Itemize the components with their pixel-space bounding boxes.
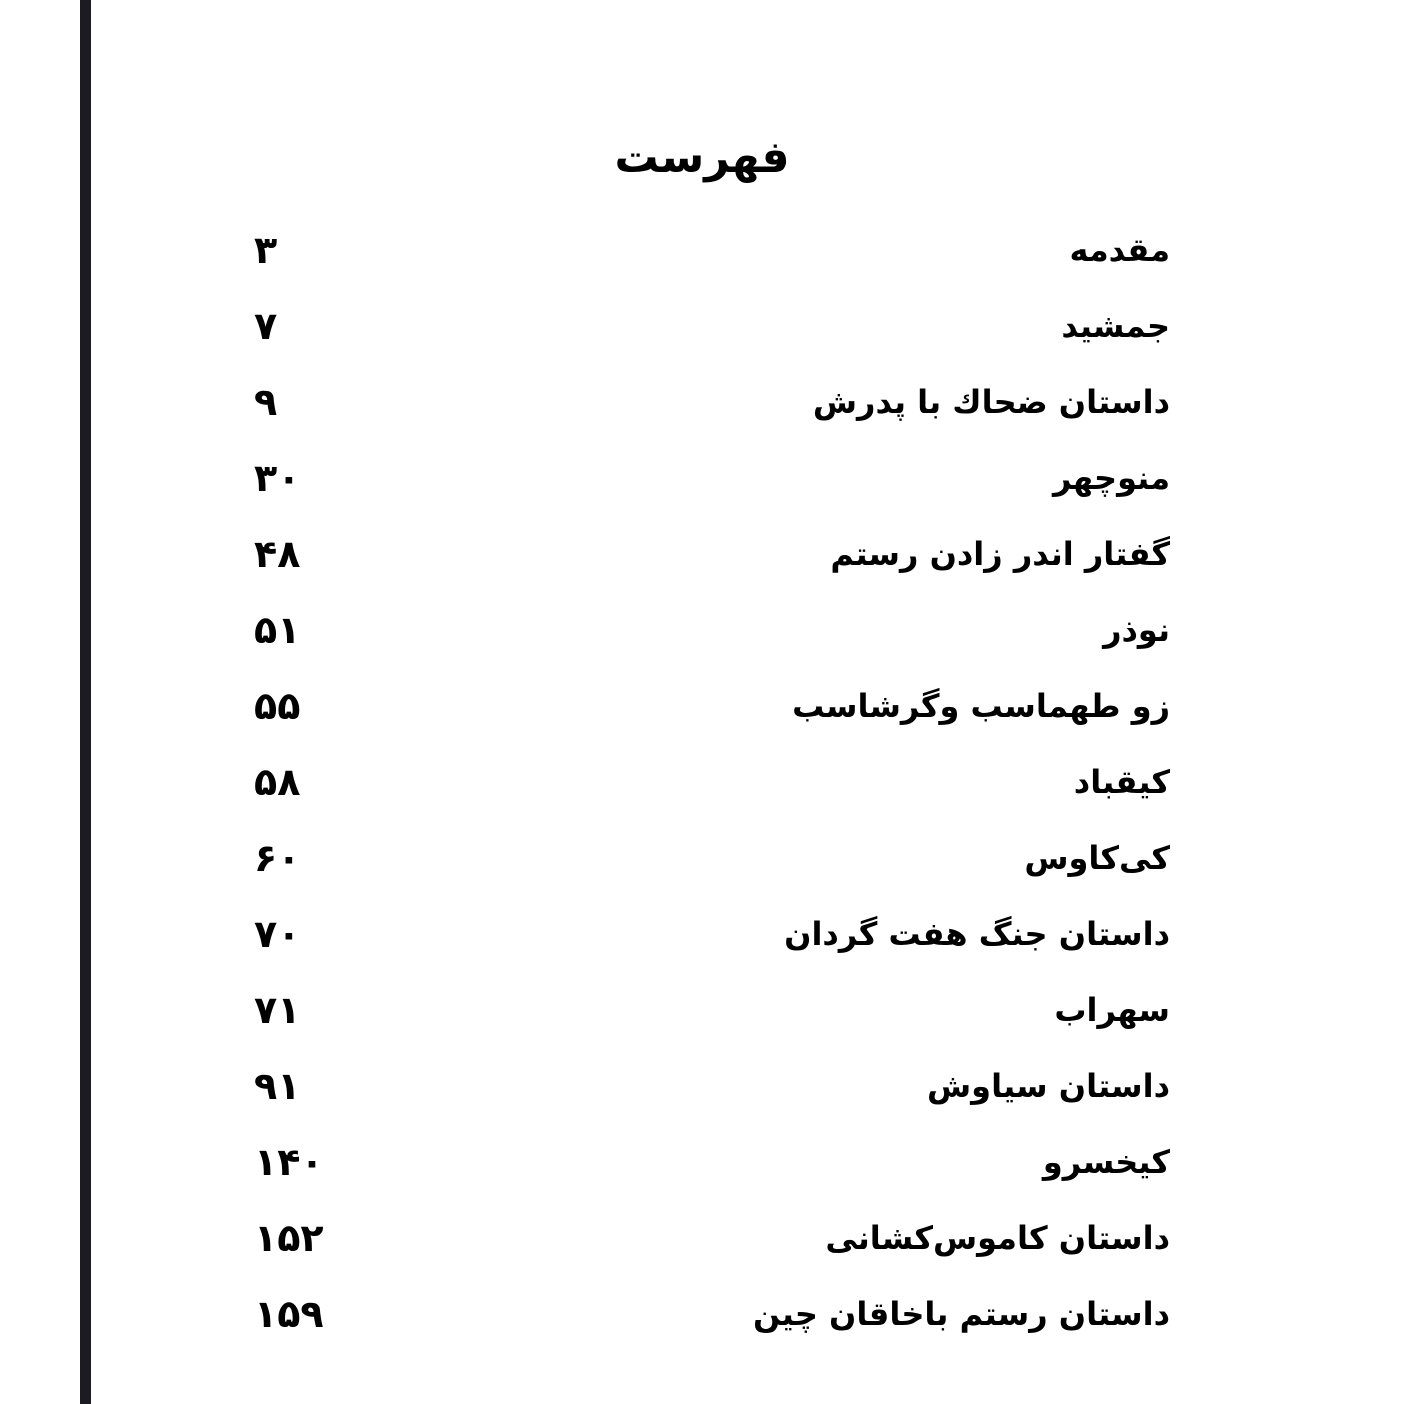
toc-entry-page: ۶۰: [254, 836, 301, 880]
toc-entry-page: ۳: [254, 228, 278, 272]
page-title: فهرست: [614, 132, 790, 183]
toc-row: [240, 220, 1170, 280]
toc-row: [240, 1284, 1170, 1344]
toc-row: [240, 904, 1170, 964]
toc-entry-title: زو طهماسب وگرشاسب: [792, 687, 1170, 725]
toc-row: [240, 448, 1170, 508]
toc-entry-page: ۹۱: [254, 1064, 301, 1108]
table-of-contents: [240, 220, 1170, 1340]
toc-row: [240, 296, 1170, 356]
toc-row: [240, 1056, 1170, 1116]
toc-row: [240, 1208, 1170, 1268]
toc-entry-page: ۵۸: [254, 760, 301, 804]
toc-entry-page: ۵۱: [254, 608, 301, 652]
toc-row: [240, 828, 1170, 888]
toc-entry-page: ۹: [254, 380, 278, 424]
toc-row: [240, 980, 1170, 1040]
toc-entry-page: ۷۰: [254, 912, 301, 956]
toc-entry-title: کیخسرو: [1042, 1143, 1170, 1181]
toc-entry-page: ۱۵۹: [254, 1292, 324, 1336]
toc-entry-title: نوذر: [1103, 611, 1170, 649]
toc-entry-title: داستان کاموس‌کشانی: [825, 1219, 1170, 1257]
binding-edge: [80, 0, 91, 1404]
toc-entry-title: داستان رستم باخاقان چین: [752, 1295, 1170, 1333]
toc-entry-title: داستان جنگ هفت گردان: [784, 915, 1170, 953]
toc-entry-title: گفتار اندر زادن رستم: [830, 535, 1170, 573]
toc-entry-page: ۵۵: [254, 684, 301, 728]
toc-entry-title: داستان ضحاك با پدرش: [812, 383, 1170, 421]
toc-entry-title: کیقباد: [1073, 763, 1170, 801]
toc-entry-page: ۷۱: [254, 988, 301, 1032]
toc-entry-page: ۱۵۲: [254, 1216, 324, 1260]
toc-row: [240, 1132, 1170, 1192]
toc-entry-page: ۳۰: [254, 456, 301, 500]
toc-entry-title: سهراب: [1054, 991, 1170, 1029]
toc-entry-page: ۱۴۰: [254, 1140, 324, 1184]
toc-entry-title: کی‌کاوس: [1024, 839, 1170, 877]
toc-entry-page: ۷: [254, 304, 278, 348]
toc-row: [240, 676, 1170, 736]
toc-row: [240, 752, 1170, 812]
toc-entry-page: ۴۸: [254, 532, 301, 576]
toc-row: [240, 600, 1170, 660]
toc-entry-title: داستان سیاوش: [927, 1067, 1170, 1105]
toc-entry-title: جمشید: [1061, 307, 1170, 345]
toc-row: [240, 372, 1170, 432]
toc-row: [240, 524, 1170, 584]
toc-entry-title: مقدمه: [1069, 231, 1170, 269]
toc-entry-title: منوچهر: [1052, 459, 1170, 497]
